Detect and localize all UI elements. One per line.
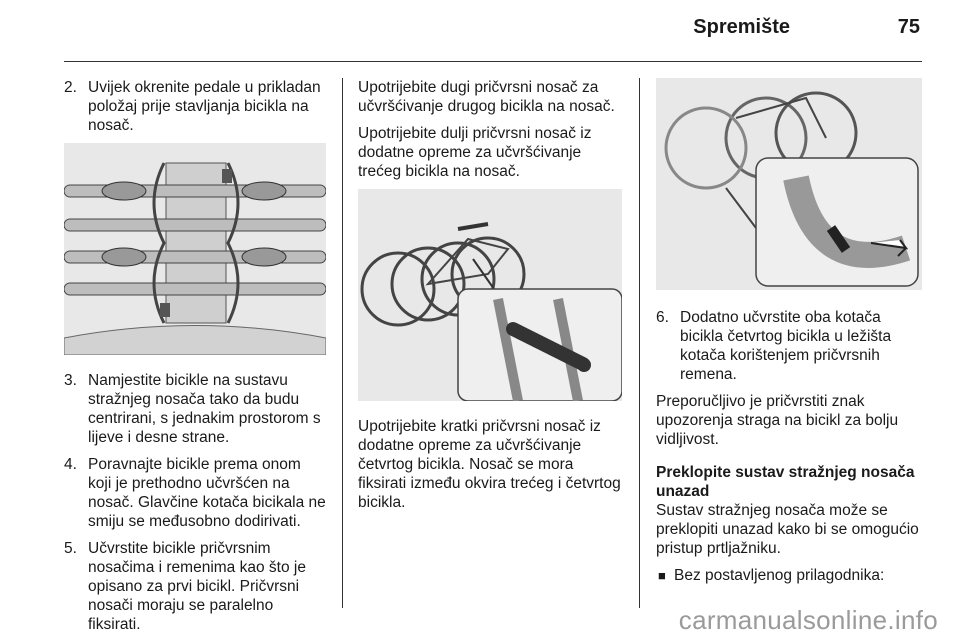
page-number: 75 (897, 16, 920, 38)
step-number: 4. (64, 456, 77, 473)
step-number: 2. (64, 79, 77, 96)
column-divider-2 (639, 78, 640, 608)
figure-bikes-side-view (358, 189, 622, 401)
step-5 (64, 539, 326, 634)
step-number: 5. (64, 540, 77, 557)
figure-wheel-strap (656, 78, 922, 290)
step-number: 3. (64, 372, 77, 389)
column-divider-1 (342, 78, 343, 608)
step-3 (64, 371, 326, 447)
paragraph-fold-back: Sustav stražnjeg nosača može se preklopiti unazad kako bi se omogućio pristup prtljažniku. (656, 502, 919, 557)
column-3 (656, 78, 924, 585)
step-6 (656, 308, 924, 384)
step-text: Učvrstite bicikle pričvrsnim nosačima i remenima kao što je opisano za prvi bicikl. Pričvrsni nosači moraju se paralelno fiksirati. (88, 540, 306, 633)
header-divider (64, 61, 922, 62)
step-text: Namjestite bicikle na sustavu stražnjeg nosača tako da budu centrirani, s jednakim prostorom s lijeve i desne strane. (88, 372, 321, 446)
column-2 (358, 78, 624, 520)
step-text: Poravnajte bicikle prema onom koji je prethodno učvršćen na nosač. Glavčine kotača bicikala ne smiju se međusobno dodirivati. (88, 456, 326, 530)
paragraph-short-bracket: Upotrijebite kratki pričvrsni nosač iz dodatne opreme za učvršćivanje četvrtog bicikla. Nosač se mora fiksirati između okvira trećeg i četvrtog bicikla. (358, 418, 621, 511)
step-2 (64, 78, 326, 135)
step-text: Uvijek okrenite pedale u prikladan položaj prije stavljanja bicikla na nosač. (88, 79, 321, 134)
bullet-square-icon: ■ (658, 568, 666, 583)
figure-bike-rack-top-view (64, 143, 326, 355)
step-text: Dodatno učvrstite oba kotača bicikla četvrtog bicikla u ležišta kotača korištenjem pričvrsnih remena. (680, 309, 892, 383)
column-1 (64, 78, 326, 642)
paragraph-warning-sign: Preporučljivo je pričvrstiti znak upozorenja straga na bicikl za bolju vidljivost. (656, 393, 899, 448)
step-number: 6. (656, 309, 669, 326)
paragraph-longer-bracket: Upotrijebite dulji pričvrsni nosač iz dodatne opreme za učvršćivanje trećeg bicikla na nosač. (358, 125, 592, 180)
watermark: carmanualsonline.info (678, 605, 938, 635)
page-header-title: Spremište (693, 16, 790, 38)
bullet-item (656, 566, 924, 585)
step-4 (64, 455, 326, 531)
bullet-text: Bez postavljenog prilagodnika: (674, 567, 885, 584)
paragraph-long-bracket: Upotrijebite dugi pričvrsni nosač za učvršćivanje drugog bicikla na nosač. (358, 79, 615, 115)
section-subheading: Preklopite sustav stražnjeg nosača unazad (656, 464, 915, 500)
